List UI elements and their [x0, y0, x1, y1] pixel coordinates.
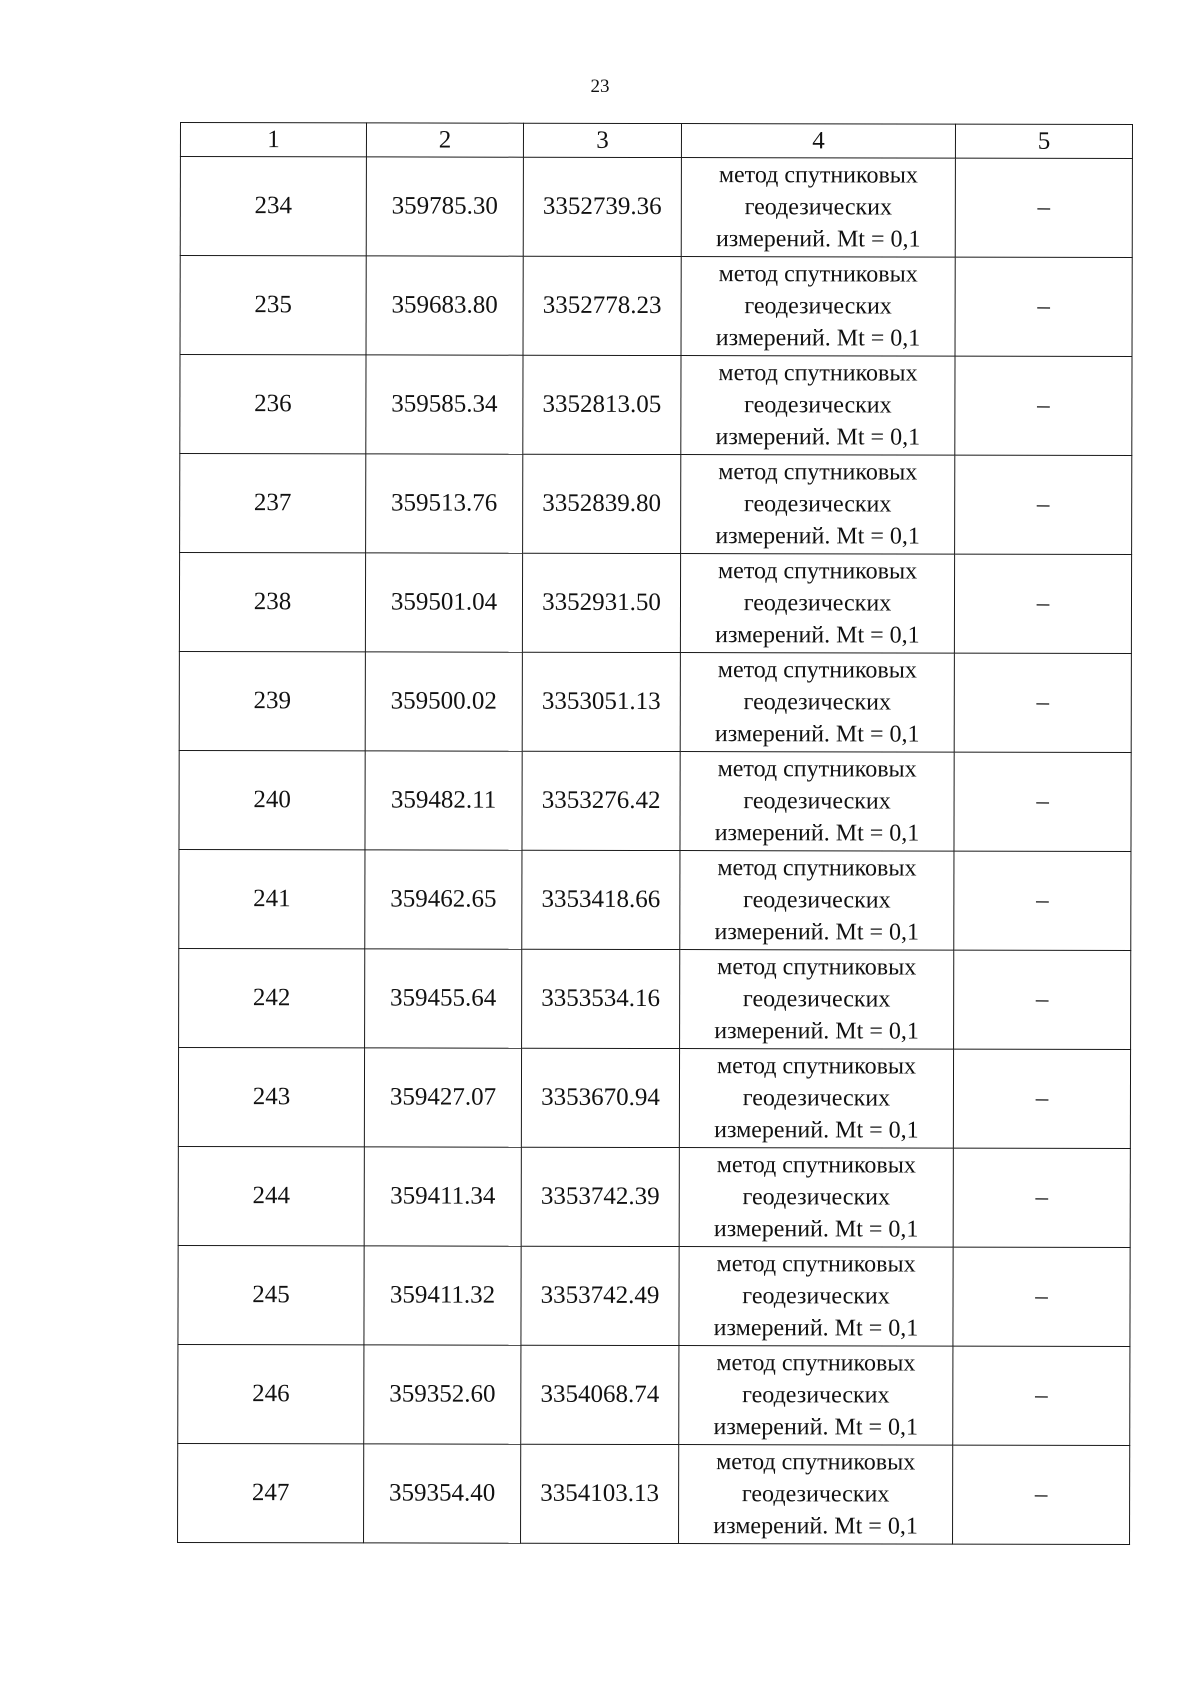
method-cell [679, 1049, 953, 1149]
point-number-cell: 247 [178, 1443, 364, 1542]
method-line: измерений. Mt = 0,1 [714, 721, 920, 748]
table-row [178, 1443, 1130, 1544]
method-line: геодезических [743, 689, 892, 716]
point-number-cell: 238 [179, 553, 365, 652]
description-cell: – [953, 1148, 1130, 1247]
y-coordinate-cell: 3352778.23 [523, 256, 681, 355]
x-coordinate-cell: 359482.11 [365, 751, 522, 850]
method-cell [681, 356, 955, 456]
x-coordinate-cell: 359500.02 [365, 652, 522, 751]
method-cell [681, 158, 955, 258]
point-number-cell: 246 [178, 1344, 364, 1443]
method-line: измерений. Mt = 0,1 [715, 325, 921, 352]
y-coordinate-cell: 3353534.16 [522, 949, 680, 1048]
x-coordinate-cell: 359683.80 [366, 256, 523, 355]
column-header-2: 2 [366, 123, 523, 157]
method-line: геодезических [743, 887, 891, 914]
description-cell: – [954, 851, 1131, 950]
table-row [179, 849, 1131, 950]
description-cell: – [955, 158, 1132, 257]
y-coordinate-cell: 3352739.36 [523, 157, 681, 256]
method-cell [680, 653, 954, 753]
method-cell [681, 257, 955, 357]
y-coordinate-cell: 3353051.13 [522, 652, 680, 751]
point-number-cell: 243 [178, 1047, 364, 1146]
point-number-cell: 244 [178, 1146, 364, 1245]
table-row [179, 651, 1131, 752]
method-line: метод спутниковых [718, 261, 918, 288]
method-line: метод спутниковых [717, 657, 917, 684]
method-line: измерений. Mt = 0,1 [715, 523, 920, 550]
x-coordinate-cell: 359785.30 [366, 157, 523, 256]
description-cell: – [953, 1049, 1130, 1148]
x-coordinate-cell: 359411.32 [364, 1246, 521, 1345]
y-coordinate-cell: 3353742.39 [521, 1147, 679, 1246]
method-cell [680, 950, 954, 1050]
point-number-cell: 235 [180, 256, 366, 355]
table-row [180, 454, 1132, 555]
description-cell: – [955, 455, 1132, 554]
point-number-cell: 241 [179, 849, 365, 948]
method-line: метод спутниковых [716, 1449, 916, 1476]
point-number-cell: 242 [179, 948, 365, 1047]
method-line: измерений. Mt = 0,1 [714, 820, 920, 847]
method-line: геодезических [743, 788, 891, 815]
x-coordinate-cell: 359354.40 [364, 1444, 521, 1543]
y-coordinate-cell: 3353276.42 [522, 751, 680, 850]
table-row [179, 553, 1131, 654]
method-line: измерений. Mt = 0,1 [715, 622, 920, 649]
method-line: геодезических [742, 1382, 890, 1409]
method-line: измерений. Mt = 0,1 [715, 226, 921, 253]
method-line: измерений. Mt = 0,1 [714, 1117, 919, 1144]
point-number-cell: 240 [179, 750, 365, 849]
y-coordinate-cell: 3353742.49 [521, 1246, 679, 1345]
y-coordinate-cell: 3353670.94 [521, 1048, 679, 1147]
description-cell: – [954, 653, 1131, 752]
method-line: метод спутниковых [717, 855, 917, 882]
table-row [179, 750, 1131, 851]
method-cell [680, 851, 954, 951]
method-line: измерений. Mt = 0,1 [714, 919, 920, 946]
y-coordinate-cell: 3352839.80 [523, 454, 681, 553]
x-coordinate-cell: 359501.04 [365, 553, 522, 652]
method-line: метод спутниковых [717, 954, 917, 981]
method-cell [680, 752, 954, 852]
method-line: геодезических [743, 590, 892, 617]
x-coordinate-cell: 359352.60 [364, 1345, 521, 1444]
method-line: метод спутниковых [718, 162, 918, 189]
method-line: измерений. Mt = 0,1 [713, 1513, 918, 1540]
point-number-cell: 236 [180, 355, 366, 454]
method-cell [679, 1148, 953, 1248]
description-cell: – [953, 1247, 1130, 1346]
y-coordinate-cell: 3354068.74 [521, 1345, 679, 1444]
x-coordinate-cell: 359427.07 [364, 1048, 521, 1147]
column-header-3: 3 [523, 123, 681, 157]
method-line: измерений. Mt = 0,1 [714, 1018, 919, 1045]
method-line: геодезических [744, 293, 892, 320]
method-line: геодезических [744, 194, 893, 221]
method-line: метод спутниковых [716, 1350, 916, 1377]
description-cell: – [955, 356, 1132, 455]
table-row [180, 256, 1132, 357]
y-coordinate-cell: 3352813.05 [523, 355, 681, 454]
method-line: геодезических [743, 491, 892, 518]
method-line: геодезических [742, 1184, 890, 1211]
coordinates-table [177, 122, 1133, 1545]
method-line: метод спутниковых [717, 756, 917, 783]
x-coordinate-cell: 359462.65 [365, 850, 522, 949]
method-line: измерений. Mt = 0,1 [715, 424, 921, 451]
table-row [179, 948, 1131, 1049]
description-cell: – [954, 752, 1131, 851]
y-coordinate-cell: 3352931.50 [522, 553, 680, 652]
point-number-cell: 239 [179, 651, 365, 750]
table-body [178, 157, 1133, 1545]
point-number-cell: 245 [178, 1245, 364, 1344]
method-line: геодезических [742, 1085, 891, 1112]
method-line: геодезических [744, 392, 892, 419]
y-coordinate-cell: 3354103.13 [521, 1444, 679, 1543]
y-coordinate-cell: 3353418.66 [522, 850, 680, 949]
description-cell: – [953, 1346, 1130, 1445]
method-line: измерений. Mt = 0,1 [713, 1216, 919, 1243]
description-cell: – [955, 257, 1132, 356]
description-cell: – [954, 554, 1131, 653]
column-header-4: 4 [681, 124, 955, 159]
table-row [180, 157, 1132, 258]
method-line: измерений. Mt = 0,1 [713, 1315, 919, 1342]
method-cell [681, 455, 955, 555]
page-number: 23 [590, 76, 610, 97]
point-number-cell: 234 [180, 157, 366, 256]
table-row [178, 1245, 1130, 1346]
description-cell: – [953, 1445, 1130, 1544]
method-line: метод спутниковых [716, 1251, 916, 1278]
method-line: метод спутниковых [718, 360, 918, 387]
description-cell: – [954, 950, 1131, 1049]
method-line: метод спутниковых [716, 1152, 916, 1179]
table-row [178, 1146, 1130, 1247]
method-cell [679, 1346, 953, 1446]
column-header-1: 1 [180, 123, 366, 157]
x-coordinate-cell: 359411.34 [364, 1147, 521, 1246]
header-row [180, 123, 1132, 159]
method-line: метод спутниковых [717, 558, 918, 585]
method-cell [680, 554, 954, 654]
x-coordinate-cell: 359513.76 [366, 454, 523, 553]
method-line: метод спутниковых [718, 459, 918, 486]
point-number-cell: 237 [180, 454, 366, 553]
table-row [178, 1344, 1130, 1445]
method-line: геодезических [742, 986, 891, 1013]
x-coordinate-cell: 359455.64 [365, 949, 522, 1048]
method-cell [679, 1247, 953, 1347]
table-row [178, 1047, 1130, 1148]
method-line: измерений. Mt = 0,1 [713, 1414, 919, 1441]
method-cell [679, 1445, 953, 1545]
column-header-5: 5 [955, 124, 1132, 158]
method-line: геодезических [742, 1283, 890, 1310]
table-row [180, 355, 1132, 456]
method-line: геодезических [741, 1481, 890, 1508]
x-coordinate-cell: 359585.34 [366, 355, 523, 454]
method-line: метод спутниковых [716, 1053, 917, 1080]
